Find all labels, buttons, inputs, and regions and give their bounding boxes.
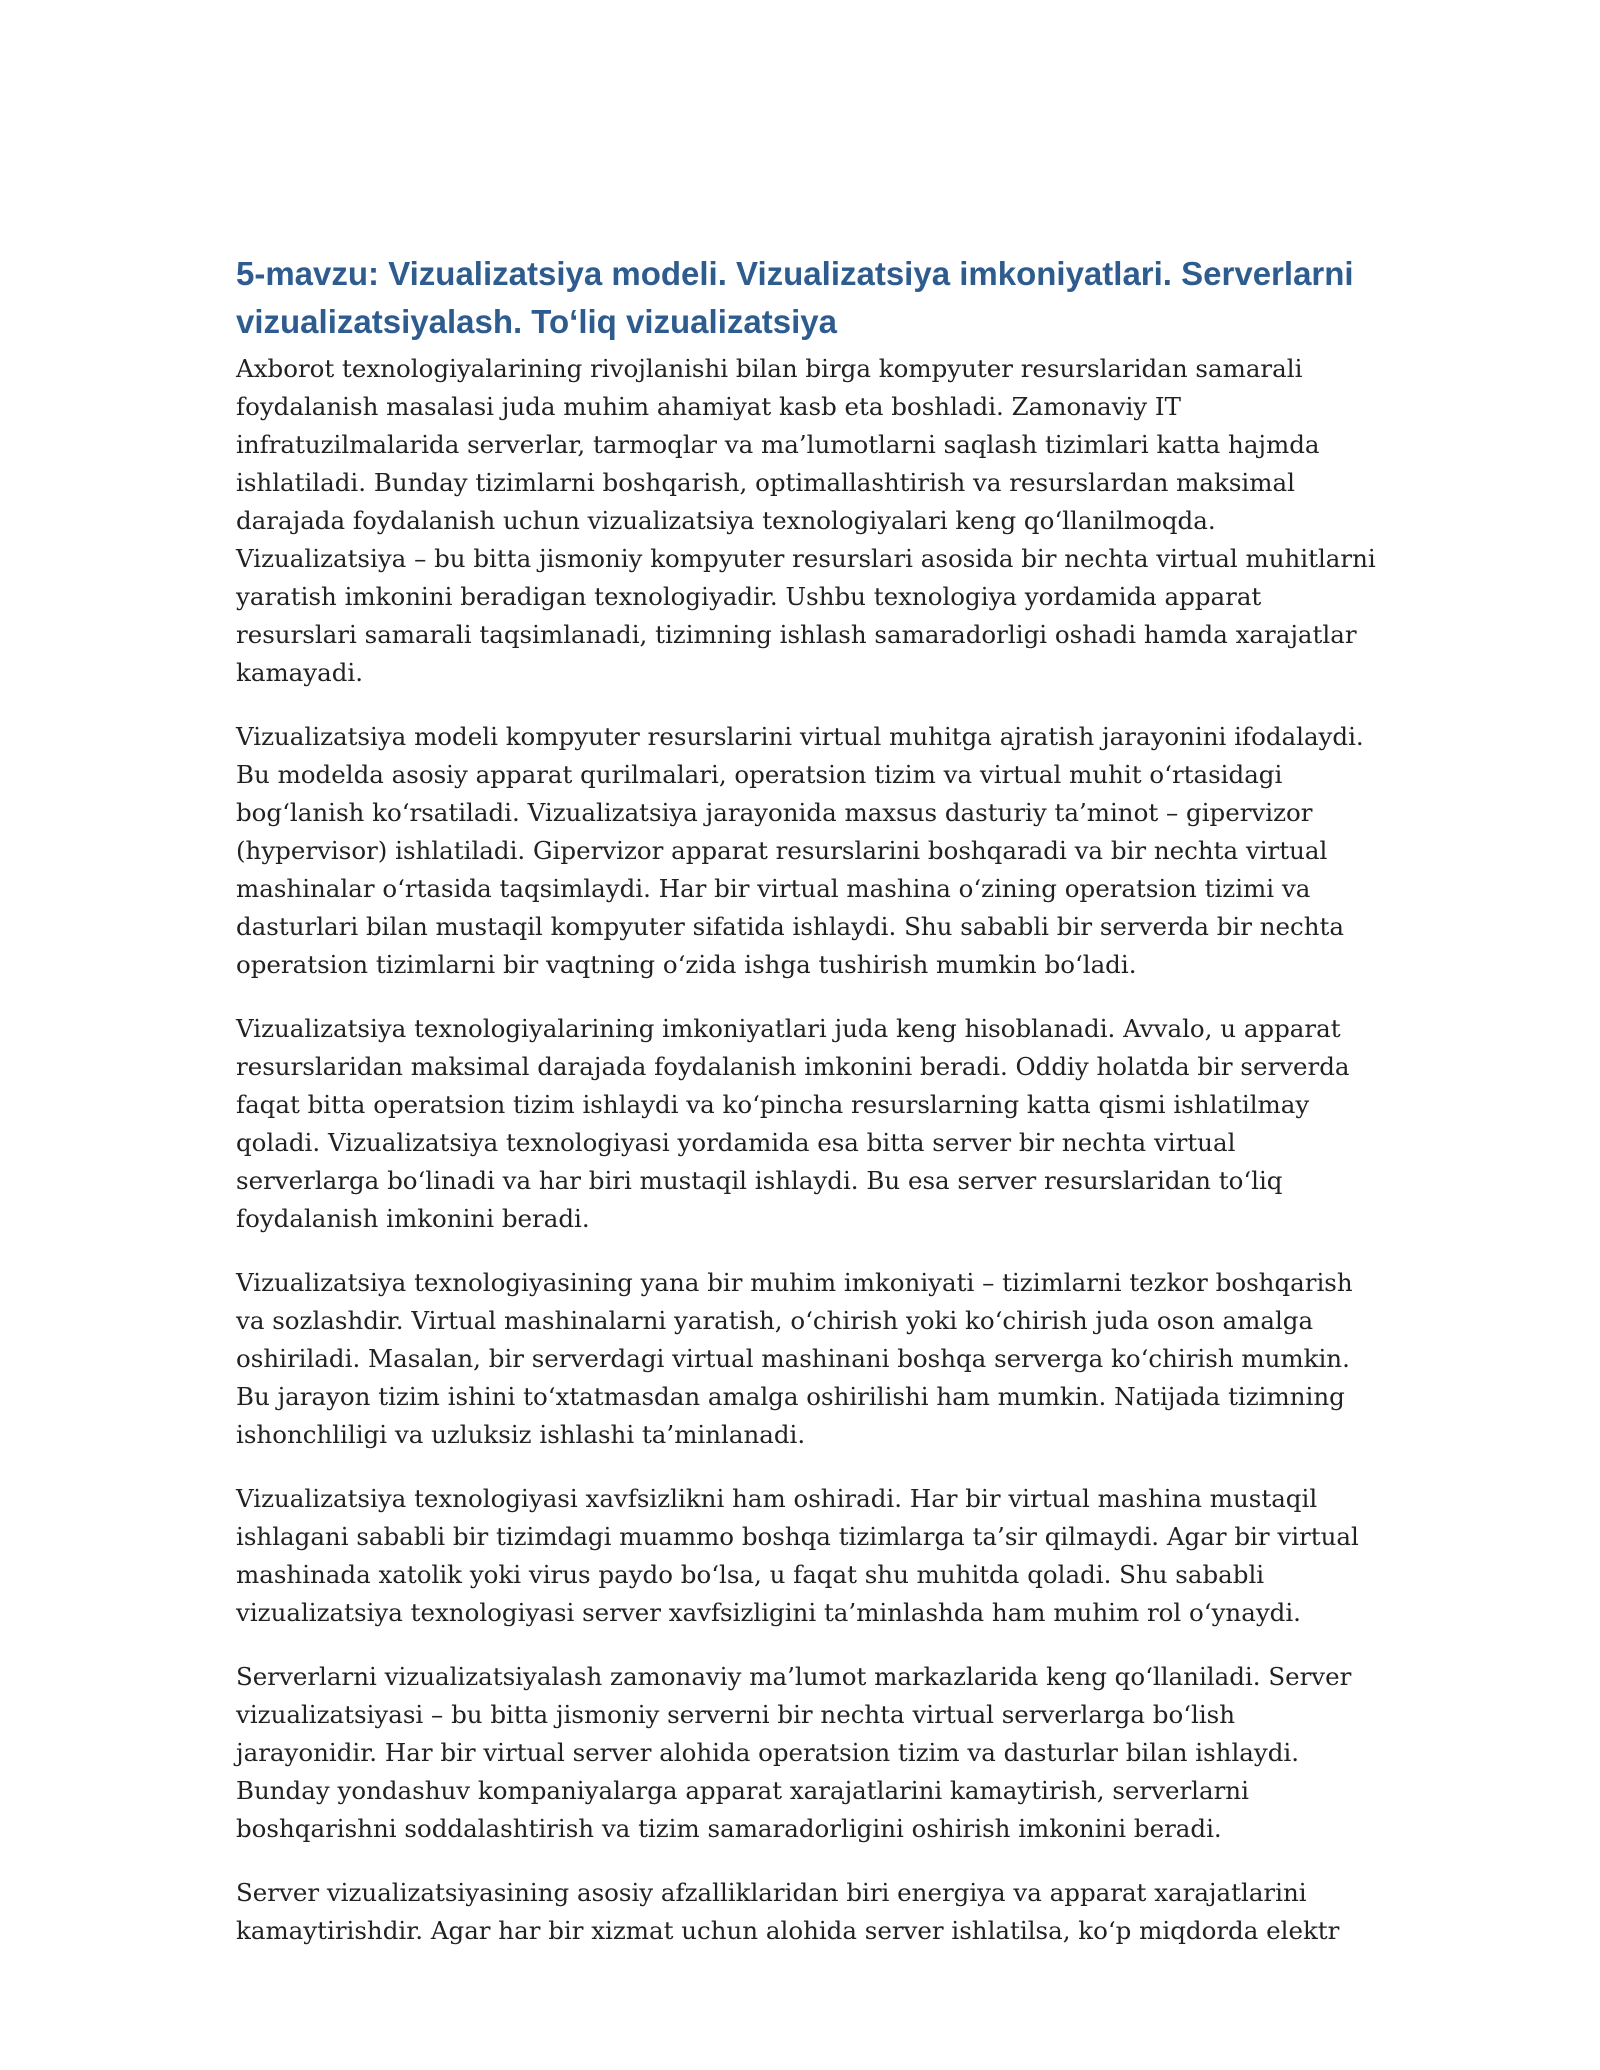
paragraph-1: Axborot texnologiyalarining rivojlanishi bilan birga kompyuter resurslaridan samarali foydalanish masalasi juda muhim ahamiyat kasb eta boshladi. Zamonaviy IT infratuzilmalarida serverlar, tarmoqlar va ma’lumotlarni saqlash tizimlari katta hajmda ishlatiladi. Bunday tizimlarni boshqarish, optimallashtirish va resurslardan maksimal darajada foydalanish uchun vizualizatsiya texnologiyalari keng qo‘llanilmoqda. Vizualizatsiya – bu bitta jismoniy kompyuter resurslari asosida bir nechta virtual muhitlarni yaratish imkonini beradigan texnologiyadir. Ushbu texnologiya yordamida apparat resurslari samarali taqsimlanadi, tizimning ishlash samaradorligi oshadi hamda xarajatlar kamayadi. — [236, 354, 1376, 687]
title-line-2: vizualizatsiyalash. To‘liq vizualizatsiya — [236, 303, 837, 340]
document-page — [236, 250, 1376, 1976]
paragraph-5: Vizualizatsiya texnologiyasi xavfsizlikni ham oshiradi. Har bir virtual mashina mustaqil ishlagani sababli bir tizimdagi muammo boshqa tizimlarga ta’sir qilmaydi. Agar bir virtual mashinada xatolik yoki virus paydo bo‘lsa, u faqat shu muhitda qoladi. Shu sababli vizualizatsiya texnologiyasi server xavfsizligini ta’minlashda ham muhim rol o‘ynaydi. — [236, 1484, 1359, 1627]
document-title — [236, 250, 1376, 346]
paragraph-7: Server vizualizatsiyasining asosiy afzalliklaridan biri energiya va apparat xarajatlarini kamaytirishdir. Agar har bir xizmat uchun alohida server ishlatilsa, ko‘p miqdorda elektr — [236, 1878, 1340, 1945]
paragraph-2: Vizualizatsiya modeli kompyuter resurslarini virtual muhitga ajratish jarayonini ifodalaydi. Bu modelda asosiy apparat qurilmalari, operatsion tizim va virtual muhit o‘rtasidagi bog‘lanish ko‘rsatiladi. Vizualizatsiya jarayonida maxsus dasturiy ta’minot – gipervizor (hypervisor) ishlatiladi. Gipervizor apparat resurslarini boshqaradi va bir nechta virtual mashinalar o‘rtasida taqsimlaydi. Har bir virtual mashina o‘zining operatsion tizimi va dasturlari bilan mustaqil kompyuter sifatida ishlaydi. Shu sababli bir serverda bir nechta operatsion tizimlarni bir vaqtning o‘zida ishga tushirish mumkin bo‘ladi. — [236, 722, 1364, 979]
paragraph-6: Serverlarni vizualizatsiyalash zamonaviy ma’lumot markazlarida keng qo‘llaniladi. Server vizualizatsiyasi – bu bitta jismoniy serverni bir nechta virtual serverlarga bo‘lish jarayonidir. Har bir virtual server alohida operatsion tizim va dasturlar bilan ishlaydi. Bunday yondashuv kompaniyalarga apparat xarajatlarini kamaytirish, serverlarni boshqarishni soddalashtirish va tizim samaradorligini oshirish imkonini beradi. — [236, 1662, 1352, 1843]
paragraph-3: Vizualizatsiya texnologiyalarining imkoniyatlari juda keng hisoblanadi. Avvalo, u apparat resurslaridan maksimal darajada foydalanish imkonini beradi. Oddiy holatda bir serverda faqat bitta operatsion tizim ishlaydi va ko‘pincha resurslarning katta qismi ishlatilmay qoladi. Vizualizatsiya texnologiyasi yordamida esa bitta server bir nechta virtual serverlarga bo‘linadi va har biri mustaqil ishlaydi. Bu esa server resurslaridan to‘liq foydalanish imkonini beradi. — [236, 1014, 1350, 1233]
paragraph-4: Vizualizatsiya texnologiyasining yana bir muhim imkoniyati – tizimlarni tezkor boshqarish va sozlashdir. Virtual mashinalarni yaratish, o‘chirish yoki ko‘chirish juda oson amalga oshiriladi. Masalan, bir serverdagi virtual mashinani boshqa serverga ko‘chirish mumkin. Bu jarayon tizim ishini to‘xtatmasdan amalga oshirilishi ham mumkin. Natijada tizimning ishonchliligi va uzluksiz ishlashi ta’minlanadi. — [236, 1268, 1353, 1449]
title-line-1: 5-mavzu: Vizualizatsiya modeli. Vizualizatsiya imkoniyatlari. Serverlarni — [236, 255, 1354, 292]
